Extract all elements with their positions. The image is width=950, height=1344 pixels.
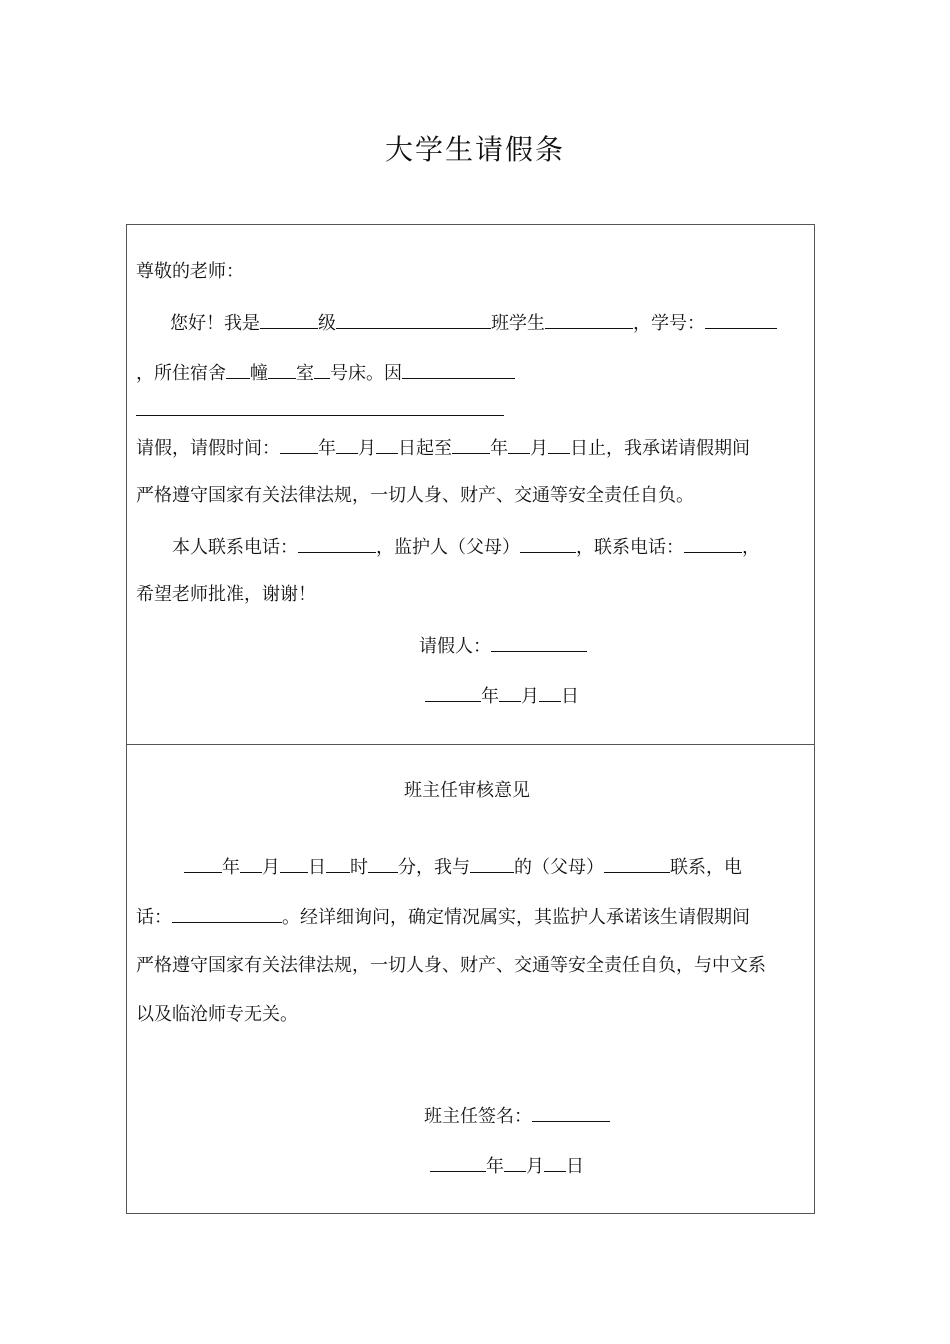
text-month: 月	[521, 686, 539, 707]
text-hour: 时	[350, 857, 368, 878]
text-parents: 的（父母）	[514, 857, 604, 878]
contact-line	[172, 535, 760, 559]
review-phone-line	[136, 905, 750, 929]
text-building: 幢	[250, 363, 268, 384]
end-day-blank[interactable]	[548, 436, 570, 454]
dorm-line	[136, 361, 515, 385]
app-day-blank[interactable]	[539, 684, 561, 702]
rev-day-blank[interactable]	[544, 1154, 566, 1172]
bed-blank[interactable]	[314, 361, 330, 379]
signature-blank[interactable]	[532, 1104, 610, 1122]
app-year-blank[interactable]	[425, 684, 481, 702]
text-year: 年	[481, 686, 499, 707]
text-day: 日	[561, 686, 579, 707]
applicant-label: 请假人：	[419, 636, 491, 657]
reason-blank-2[interactable]	[136, 398, 504, 416]
signature-line	[424, 1104, 610, 1128]
text-greeting: 您好！我是	[170, 313, 260, 334]
text-month: 月	[358, 438, 376, 459]
application-date	[425, 684, 579, 708]
text-month: 月	[262, 857, 280, 878]
text-grade: 级	[318, 313, 336, 334]
class-blank[interactable]	[336, 311, 491, 329]
review-phone-blank[interactable]	[172, 905, 282, 923]
rev-month-blank[interactable]	[504, 1154, 526, 1172]
guardian-blank[interactable]	[520, 535, 576, 553]
text-class-student: 班学生	[491, 313, 545, 334]
review-student-blank[interactable]	[470, 855, 514, 873]
text-day-end: 日止，我承诺请假期间	[570, 438, 750, 459]
text-phone-label: 话：	[136, 907, 172, 928]
review-month-blank[interactable]	[240, 855, 262, 873]
text-student-id: ，学号：	[633, 313, 705, 334]
text-room: 室	[296, 363, 314, 384]
reason-blank[interactable]	[402, 361, 515, 379]
signature-label: 班主任签名：	[424, 1106, 532, 1127]
building-blank[interactable]	[226, 361, 250, 379]
text-year-2: 年	[490, 438, 508, 459]
text-month-2: 月	[530, 438, 548, 459]
start-month-blank[interactable]	[336, 436, 358, 454]
closing-line: 希望老师批准，谢谢！	[136, 584, 316, 605]
review-year-blank[interactable]	[184, 855, 222, 873]
page-title: 大学生请假条	[384, 133, 565, 166]
review-minute-blank[interactable]	[368, 855, 398, 873]
text-year: 年	[318, 438, 336, 459]
applicant-line	[419, 634, 587, 658]
end-month-blank[interactable]	[508, 436, 530, 454]
grade-blank[interactable]	[260, 311, 318, 329]
room-blank[interactable]	[268, 361, 296, 379]
name-blank[interactable]	[545, 311, 633, 329]
intro-line	[170, 311, 777, 335]
text-minute-with: 分，我与	[398, 857, 470, 878]
app-month-blank[interactable]	[499, 684, 521, 702]
start-year-blank[interactable]	[280, 436, 318, 454]
text-dorm: ，所住宿舍	[136, 363, 226, 384]
text-contact: 联系，电	[670, 857, 742, 878]
review-hour-blank[interactable]	[326, 855, 350, 873]
text-leave-time: 请假，请假时间：	[136, 438, 280, 459]
text-bed-reason: 号床。因	[330, 363, 402, 384]
review-date	[430, 1154, 584, 1178]
review-heading: 班主任审核意见	[404, 780, 530, 801]
review-disclaimer-line: 以及临沧师专无关。	[136, 1004, 298, 1025]
text-month: 月	[526, 1156, 544, 1177]
text-comma: ，	[742, 537, 760, 558]
review-contact-line	[184, 855, 742, 879]
section-divider	[126, 744, 815, 745]
review-parent-blank[interactable]	[604, 855, 670, 873]
text-phone: 本人联系电话：	[172, 537, 298, 558]
text-year: 年	[486, 1156, 504, 1177]
text-year: 年	[222, 857, 240, 878]
phone-blank[interactable]	[298, 535, 376, 553]
safety-line: 严格遵守国家有关法律法规，一切人身、财产、交通等安全责任自负。	[136, 485, 694, 506]
start-day-blank[interactable]	[376, 436, 398, 454]
leave-period-line	[136, 436, 750, 460]
reason-continue-line	[136, 398, 504, 422]
rev-year-blank[interactable]	[430, 1154, 486, 1172]
guardian-phone-blank[interactable]	[684, 535, 742, 553]
text-day: 日	[308, 857, 326, 878]
text-day-to: 日起至	[398, 438, 452, 459]
text-verify: 。经详细询问，确定情况属实，其监护人承诺该生请假期间	[282, 907, 750, 928]
salutation: 尊敬的老师：	[136, 261, 244, 282]
end-year-blank[interactable]	[452, 436, 490, 454]
applicant-blank[interactable]	[491, 634, 587, 652]
text-guardian: ，监护人（父母）	[376, 537, 520, 558]
review-day-blank[interactable]	[280, 855, 308, 873]
text-guardian-phone: ，联系电话：	[576, 537, 684, 558]
student-id-blank[interactable]	[705, 311, 777, 329]
review-safety-line: 严格遵守国家有关法律法规，一切人身、财产、交通等安全责任自负，与中文系	[136, 955, 766, 976]
text-day: 日	[566, 1156, 584, 1177]
